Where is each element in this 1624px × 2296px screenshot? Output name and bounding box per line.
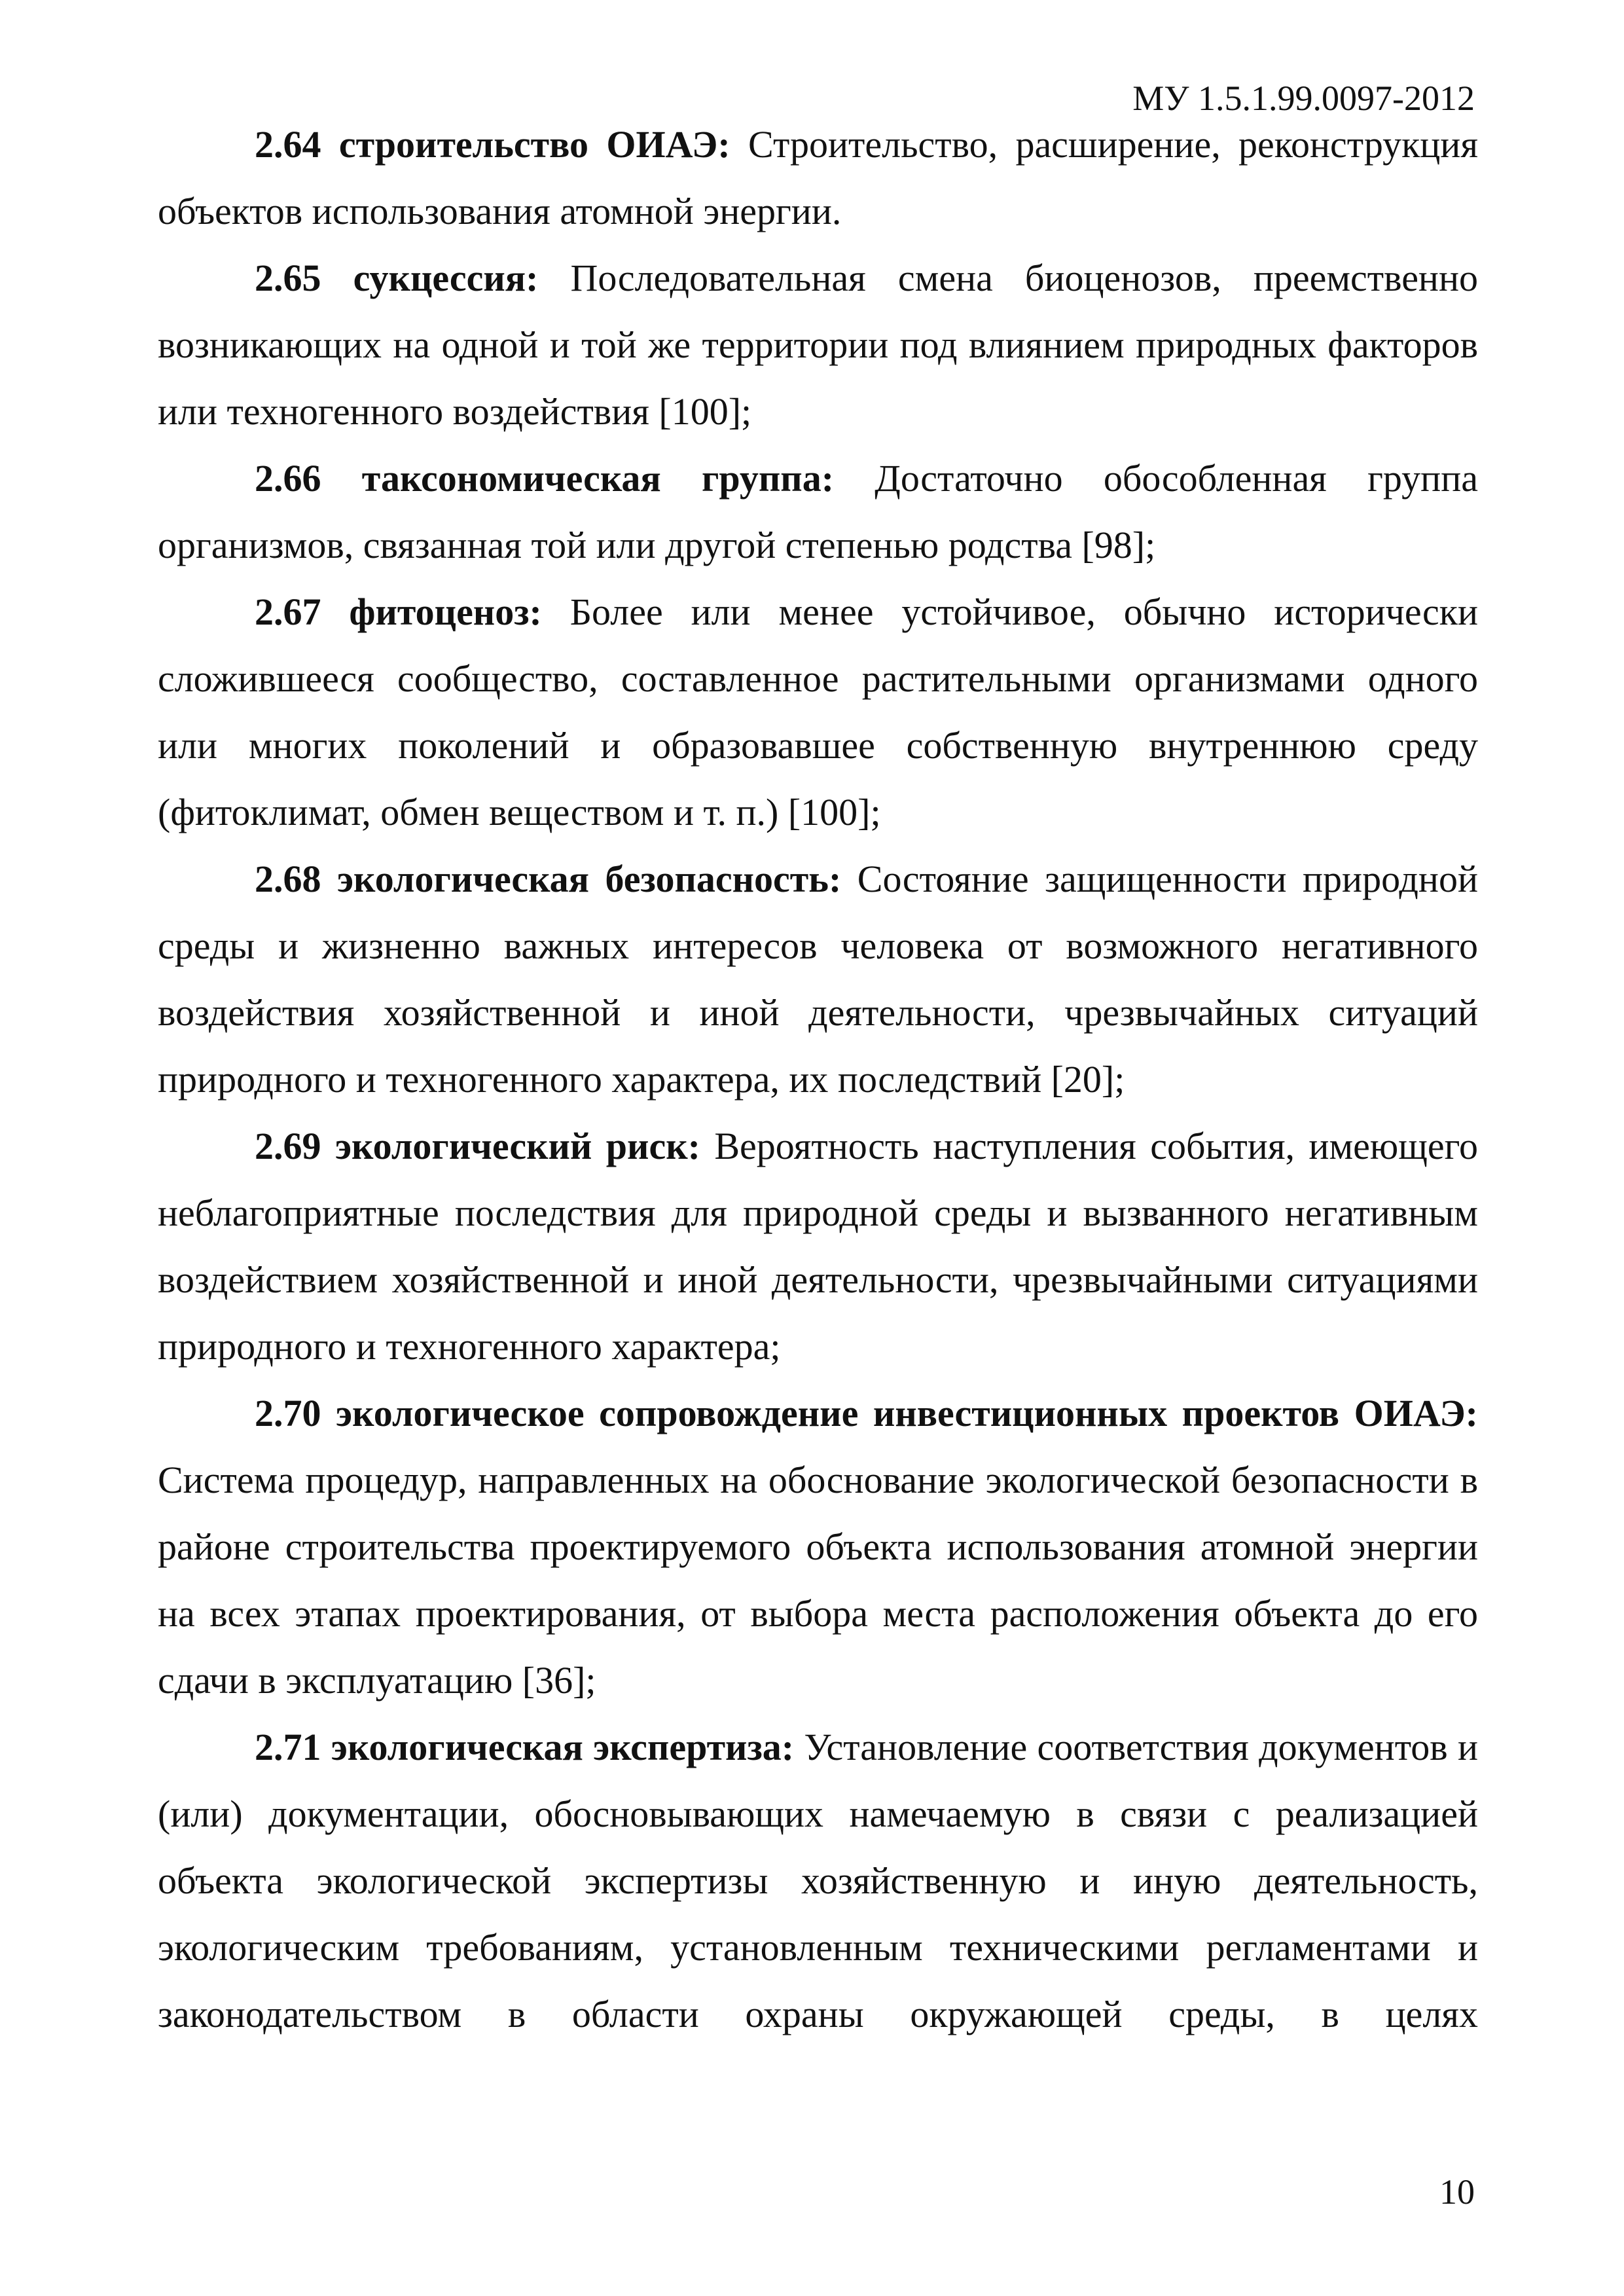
glossary-entry-2-69 <box>158 1113 1478 1380</box>
glossary-entry-2-67 <box>158 579 1478 846</box>
entry-definition: Система процедур, направленных на обоснование экологической безопасности в районе строительства проектируемого объекта использования атомной энергии на всех этапах проектирования, от выбора места расположения объекта до его сдачи в эксплуатацию [36]; <box>158 1459 1478 1702</box>
entry-term: 2.64 строительство ОИАЭ: <box>255 123 731 166</box>
entry-term: 2.71 экологическая экспертиза: <box>255 1726 795 1768</box>
entry-term: 2.70 экологическое сопровождение инвестиционных проектов ОИАЭ: <box>255 1392 1478 1434</box>
entry-term: 2.67 фитоценоз: <box>255 591 542 633</box>
entry-definition: Строительство, расширение, реконструкция объектов использования атомной энергии. <box>158 123 1478 232</box>
glossary-entry-2-64 <box>158 111 1478 245</box>
entry-definition: Состояние защищенности природной среды и жизненно важных интересов человека от возможного негативного воздействия хозяйственной и иной деятельности, чрезвычайных ситуаций природного и техногенного характера, их последствий [20]; <box>158 858 1478 1101</box>
page-number: 10 <box>1439 2172 1475 2212</box>
entry-definition: Более или менее устойчивое, обычно исторически сложившееся сообщество, составленное растительными организмами одного или многих поколений и образовавшее собственную внутреннюю среду (фитоклимат, обмен веществом и т. п.) [100]; <box>158 591 1478 833</box>
glossary-entry-2-65 <box>158 245 1478 445</box>
entry-term: 2.65 сукцессия: <box>255 257 539 299</box>
entry-definition: Достаточно обособленная группа организмов, связанная той или другой степенью родства [98]; <box>158 457 1478 566</box>
document-code: МУ 1.5.1.99.0097-2012 <box>1132 79 1475 118</box>
entry-definition: Вероятность наступления события, имеющего неблагоприятные последствия для природной среды и вызванного негативным воздействием хозяйственной и иной деятельности, чрезвычайными ситуациями природного и техногенного характера; <box>158 1125 1478 1368</box>
entry-term: 2.66 таксономическая группа: <box>255 457 835 500</box>
glossary-entry-2-70 <box>158 1380 1478 1714</box>
entry-definition: Установление соответствия документов и (или) документации, обосновывающих намечаемую в связи с реализацией объекта экологической экспертизы хозяйственную и иную деятельность, экологическим требованиям, установленным техническими регламентами и законодательством в области охраны окружающей среды, в целях <box>158 1726 1478 2035</box>
entry-definition: Последовательная смена биоценозов, преемственно возникающих на одной и той же территории под влиянием природных факторов или техногенного воздействия [100]; <box>158 257 1479 433</box>
glossary-entry-2-66 <box>158 445 1478 579</box>
entry-term: 2.68 экологическая безопасность: <box>255 858 842 900</box>
glossary-entry-2-71 <box>158 1714 1478 2048</box>
glossary-body <box>158 111 1478 2048</box>
glossary-entry-2-68 <box>158 846 1478 1113</box>
entry-term: 2.69 экологический риск: <box>255 1125 700 1167</box>
